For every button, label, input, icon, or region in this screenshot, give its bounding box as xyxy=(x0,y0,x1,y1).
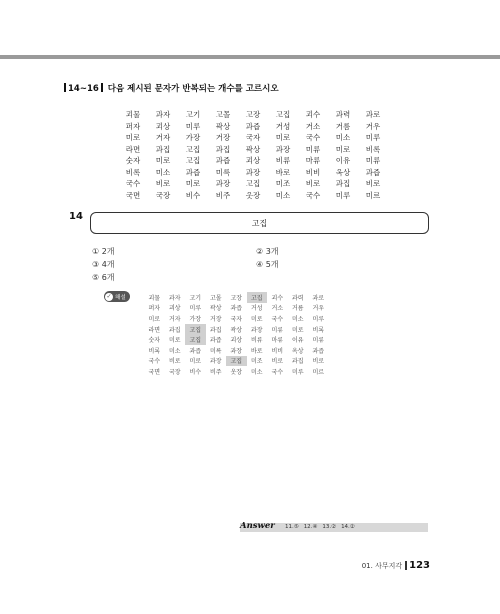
grid-cell: 국수 xyxy=(305,133,321,143)
grid-cell: 국면 xyxy=(148,368,161,376)
grid-cell: 거성 xyxy=(275,121,291,131)
grid-cell: 미로 xyxy=(125,133,141,143)
grid-cell: 미루 xyxy=(365,133,381,143)
grid-cell: 비주 xyxy=(209,368,222,376)
answer-label: Answer xyxy=(240,521,275,531)
grid-cell: 거장 xyxy=(209,315,222,323)
grid-row xyxy=(118,132,388,144)
grid-cell: 마류 xyxy=(271,337,284,345)
page-footer xyxy=(362,560,430,571)
grid-cell: 과즙 xyxy=(215,156,231,166)
solution-badge xyxy=(104,291,130,302)
grid-cell: 미로 xyxy=(155,156,171,166)
footer-divider xyxy=(405,561,407,570)
question-target-box xyxy=(90,212,429,234)
grid-cell: 비비 xyxy=(271,347,284,355)
grid-cell: 고집 xyxy=(226,356,247,367)
grid-cell: 미로 xyxy=(148,315,161,323)
grid-cell: 미소 xyxy=(291,315,304,323)
grid-row xyxy=(144,303,329,314)
grid-cell: 미소 xyxy=(155,167,171,177)
grid-cell: 과집 xyxy=(215,144,231,154)
grid-row xyxy=(144,313,329,324)
top-rule xyxy=(0,55,500,59)
grid-cell: 괴상 xyxy=(245,156,261,166)
grid-cell: 미르 xyxy=(312,368,325,376)
grid-cell: 미류 xyxy=(305,144,321,154)
grid-cell: 미로 xyxy=(275,133,291,143)
grid-cell: 국면 xyxy=(125,190,141,200)
grid-cell: 비로 xyxy=(271,358,284,366)
grid-cell: 거름 xyxy=(291,305,304,313)
grid-cell: 고장 xyxy=(245,110,261,120)
choice-text: 4개 xyxy=(101,260,115,269)
solution-label-pill xyxy=(104,291,130,302)
heading-range: 14~16 xyxy=(68,84,99,94)
grid-cell: 바로 xyxy=(250,347,263,355)
grid-cell: 비록 xyxy=(148,347,161,355)
grid-cell: 국수 xyxy=(271,368,284,376)
choice-4[interactable] xyxy=(256,259,279,270)
grid-cell: 이유 xyxy=(291,337,304,345)
question-target: 고집 xyxy=(251,218,268,228)
grid-cell: 고기 xyxy=(185,110,201,120)
grid-cell: 옥상 xyxy=(335,167,351,177)
grid-cell: 과력 xyxy=(291,294,304,302)
grid-row xyxy=(144,356,329,367)
answer-list xyxy=(285,524,360,530)
grid-cell: 과집 xyxy=(168,326,181,334)
answer-item: 14.② xyxy=(341,524,355,530)
grid-cell: 거자 xyxy=(168,315,181,323)
grid-cell: 과로 xyxy=(365,110,381,120)
grid-cell: 퍼자 xyxy=(125,121,141,131)
grid-cell: 국수 xyxy=(271,315,284,323)
grid-cell: 국자 xyxy=(245,133,261,143)
grid-cell: 고집 xyxy=(185,156,201,166)
grid-cell: 비록 xyxy=(125,167,141,177)
grid-cell: 미륵 xyxy=(215,167,231,177)
grid-cell: 거자 xyxy=(155,133,171,143)
grid-cell: 미로 xyxy=(335,144,351,154)
grid-cell: 비로 xyxy=(365,179,381,189)
grid-cell: 과장 xyxy=(215,179,231,189)
grid-cell: 미로 xyxy=(250,315,263,323)
grid-cell: 바로 xyxy=(275,167,291,177)
grid-cell: 미로 xyxy=(168,337,181,345)
grid-cell: 미류 xyxy=(365,156,381,166)
choice-number: ② xyxy=(256,247,264,256)
choice-5[interactable] xyxy=(92,272,115,283)
grid-cell: 거소 xyxy=(305,121,321,131)
grid-cell: 비비 xyxy=(305,167,321,177)
grid-cell: 미루 xyxy=(185,121,201,131)
grid-cell: 과로 xyxy=(312,294,325,302)
grid-cell: 거름 xyxy=(335,121,351,131)
grid-row xyxy=(144,366,329,377)
grid-cell: 과력 xyxy=(335,110,351,120)
choice-number: ⑤ xyxy=(92,273,100,282)
grid-cell: 이유 xyxy=(335,156,351,166)
grid-cell: 비로 xyxy=(155,179,171,189)
page-number: 123 xyxy=(409,560,430,571)
grid-cell: 미르 xyxy=(365,190,381,200)
grid-cell: 비록 xyxy=(365,144,381,154)
grid-cell: 미륵 xyxy=(209,347,222,355)
grid-row xyxy=(118,121,388,133)
check-icon: ✓ xyxy=(106,292,112,300)
grid-cell: 고집 xyxy=(185,334,206,345)
grid-cell: 비로 xyxy=(305,179,321,189)
grid-cell: 숫자 xyxy=(125,156,141,166)
answer-item: 11.⑤ xyxy=(285,524,299,530)
grid-cell: 미류 xyxy=(312,337,325,345)
grid-cell: 미루 xyxy=(312,315,325,323)
grid-cell: 비수 xyxy=(189,368,202,376)
choice-2[interactable] xyxy=(256,246,279,257)
grid-cell: 비류 xyxy=(275,156,291,166)
grid-cell: 거우 xyxy=(312,305,325,313)
grid-cell: 곽상 xyxy=(230,326,243,334)
answer-item: 12.④ xyxy=(303,524,318,530)
choice-text: 5개 xyxy=(265,260,279,269)
grid-cell: 국수 xyxy=(305,190,321,200)
heading-text: 다음 제시된 문자가 반복되는 개수를 고르시오 xyxy=(107,84,279,94)
grid-cell: 옥상 xyxy=(291,347,304,355)
grid-cell: 미조 xyxy=(275,179,291,189)
grid-cell: 과즙 xyxy=(209,337,222,345)
grid-cell: 고집 xyxy=(185,324,206,335)
choice-number: ④ xyxy=(256,260,264,269)
grid-cell: 미로 xyxy=(189,358,202,366)
grid-cell: 옷장 xyxy=(245,190,261,200)
grid-cell: 과자 xyxy=(168,294,181,302)
grid-cell: 과즙 xyxy=(312,347,325,355)
grid-cell: 비류 xyxy=(250,337,263,345)
grid-cell: 국장 xyxy=(168,368,181,376)
character-grid xyxy=(118,109,388,201)
heading-bar-right xyxy=(101,83,103,92)
grid-cell: 곽상 xyxy=(209,305,222,313)
grid-cell: 라면 xyxy=(125,144,141,154)
grid-cell: 고집 xyxy=(245,179,261,189)
grid-cell: 곽상 xyxy=(215,121,231,131)
grid-cell: 거소 xyxy=(271,305,284,313)
grid-cell: 과장 xyxy=(275,144,291,154)
grid-cell: 괴상 xyxy=(155,121,171,131)
grid-cell: 괴물 xyxy=(125,110,141,120)
grid-cell: 미조 xyxy=(250,358,263,366)
question-number: 14 xyxy=(69,211,83,222)
grid-cell: 거성 xyxy=(250,305,263,313)
choice-3[interactable] xyxy=(92,259,115,270)
grid-cell: 비주 xyxy=(215,190,231,200)
grid-cell: 가장 xyxy=(185,133,201,143)
choice-text: 6개 xyxy=(101,273,115,282)
grid-cell: 과집 xyxy=(291,358,304,366)
grid-cell: 거우 xyxy=(365,121,381,131)
grid-cell: 과자 xyxy=(155,110,171,120)
choice-number: ① xyxy=(92,247,100,256)
grid-cell: 거장 xyxy=(215,133,231,143)
grid-cell: 미루 xyxy=(189,305,202,313)
grid-cell: 과장 xyxy=(230,347,243,355)
choice-1[interactable] xyxy=(92,246,115,257)
grid-cell: 괴수 xyxy=(305,110,321,120)
solution-label: 해설 xyxy=(115,294,126,301)
grid-cell: 과장 xyxy=(250,326,263,334)
grid-cell: 과즙 xyxy=(245,121,261,131)
grid-cell: 옷장 xyxy=(230,368,243,376)
grid-row xyxy=(118,178,388,190)
grid-cell: 과집 xyxy=(335,179,351,189)
grid-cell: 고집 xyxy=(247,292,268,303)
grid-cell: 국자 xyxy=(230,315,243,323)
grid-cell: 곽상 xyxy=(245,144,261,154)
grid-cell: 비록 xyxy=(312,326,325,334)
grid-row xyxy=(118,144,388,156)
grid-cell: 고집 xyxy=(275,110,291,120)
grid-cell: 과장 xyxy=(245,167,261,177)
grid-cell: 미로 xyxy=(185,179,201,189)
grid-row xyxy=(144,324,329,335)
grid-cell: 퍼자 xyxy=(148,305,161,313)
answer-item: 13.② xyxy=(322,524,337,530)
grid-cell: 과즙 xyxy=(365,167,381,177)
grid-cell: 국수 xyxy=(125,179,141,189)
grid-cell: 미소 xyxy=(335,133,351,143)
choice-number: ③ xyxy=(92,260,100,269)
grid-cell: 비수 xyxy=(185,190,201,200)
grid-cell: 고몰 xyxy=(215,110,231,120)
grid-cell: 미류 xyxy=(271,326,284,334)
grid-cell: 가장 xyxy=(189,315,202,323)
grid-cell: 과즙 xyxy=(189,347,202,355)
grid-row xyxy=(118,167,388,179)
grid-cell: 과집 xyxy=(209,326,222,334)
grid-cell: 숫자 xyxy=(148,337,161,345)
grid-cell: 미소 xyxy=(168,347,181,355)
footer-section: 01. 사무지각 xyxy=(361,562,403,570)
grid-cell: 미로 xyxy=(291,326,304,334)
grid-cell: 괴상 xyxy=(168,305,181,313)
grid-cell: 괴물 xyxy=(148,294,161,302)
grid-cell: 국수 xyxy=(148,358,161,366)
grid-cell: 과즙 xyxy=(185,167,201,177)
grid-row xyxy=(118,109,388,121)
grid-cell: 라면 xyxy=(148,326,161,334)
grid-cell: 과집 xyxy=(155,144,171,154)
grid-cell: 미소 xyxy=(275,190,291,200)
grid-cell: 고기 xyxy=(189,294,202,302)
grid-cell: 마류 xyxy=(305,156,321,166)
choice-text: 2개 xyxy=(101,247,115,256)
section-heading xyxy=(62,82,279,94)
grid-cell: 고집 xyxy=(185,144,201,154)
grid-cell: 괴상 xyxy=(230,337,243,345)
grid-row xyxy=(144,334,329,345)
grid-cell: 미루 xyxy=(291,368,304,376)
grid-cell: 비로 xyxy=(168,358,181,366)
grid-cell: 고장 xyxy=(230,294,243,302)
solution-grid xyxy=(144,292,329,377)
grid-cell: 미소 xyxy=(250,368,263,376)
heading-bar-left xyxy=(64,83,66,92)
grid-row xyxy=(118,190,388,202)
choice-text: 3개 xyxy=(265,247,279,256)
grid-row xyxy=(144,292,329,303)
grid-cell: 국장 xyxy=(155,190,171,200)
grid-cell: 과장 xyxy=(209,358,222,366)
grid-cell: 비로 xyxy=(312,358,325,366)
grid-cell: 고몰 xyxy=(209,294,222,302)
grid-row xyxy=(118,155,388,167)
grid-cell: 미루 xyxy=(335,190,351,200)
grid-cell: 과즙 xyxy=(230,305,243,313)
grid-cell: 괴수 xyxy=(271,294,284,302)
grid-row xyxy=(144,345,329,356)
